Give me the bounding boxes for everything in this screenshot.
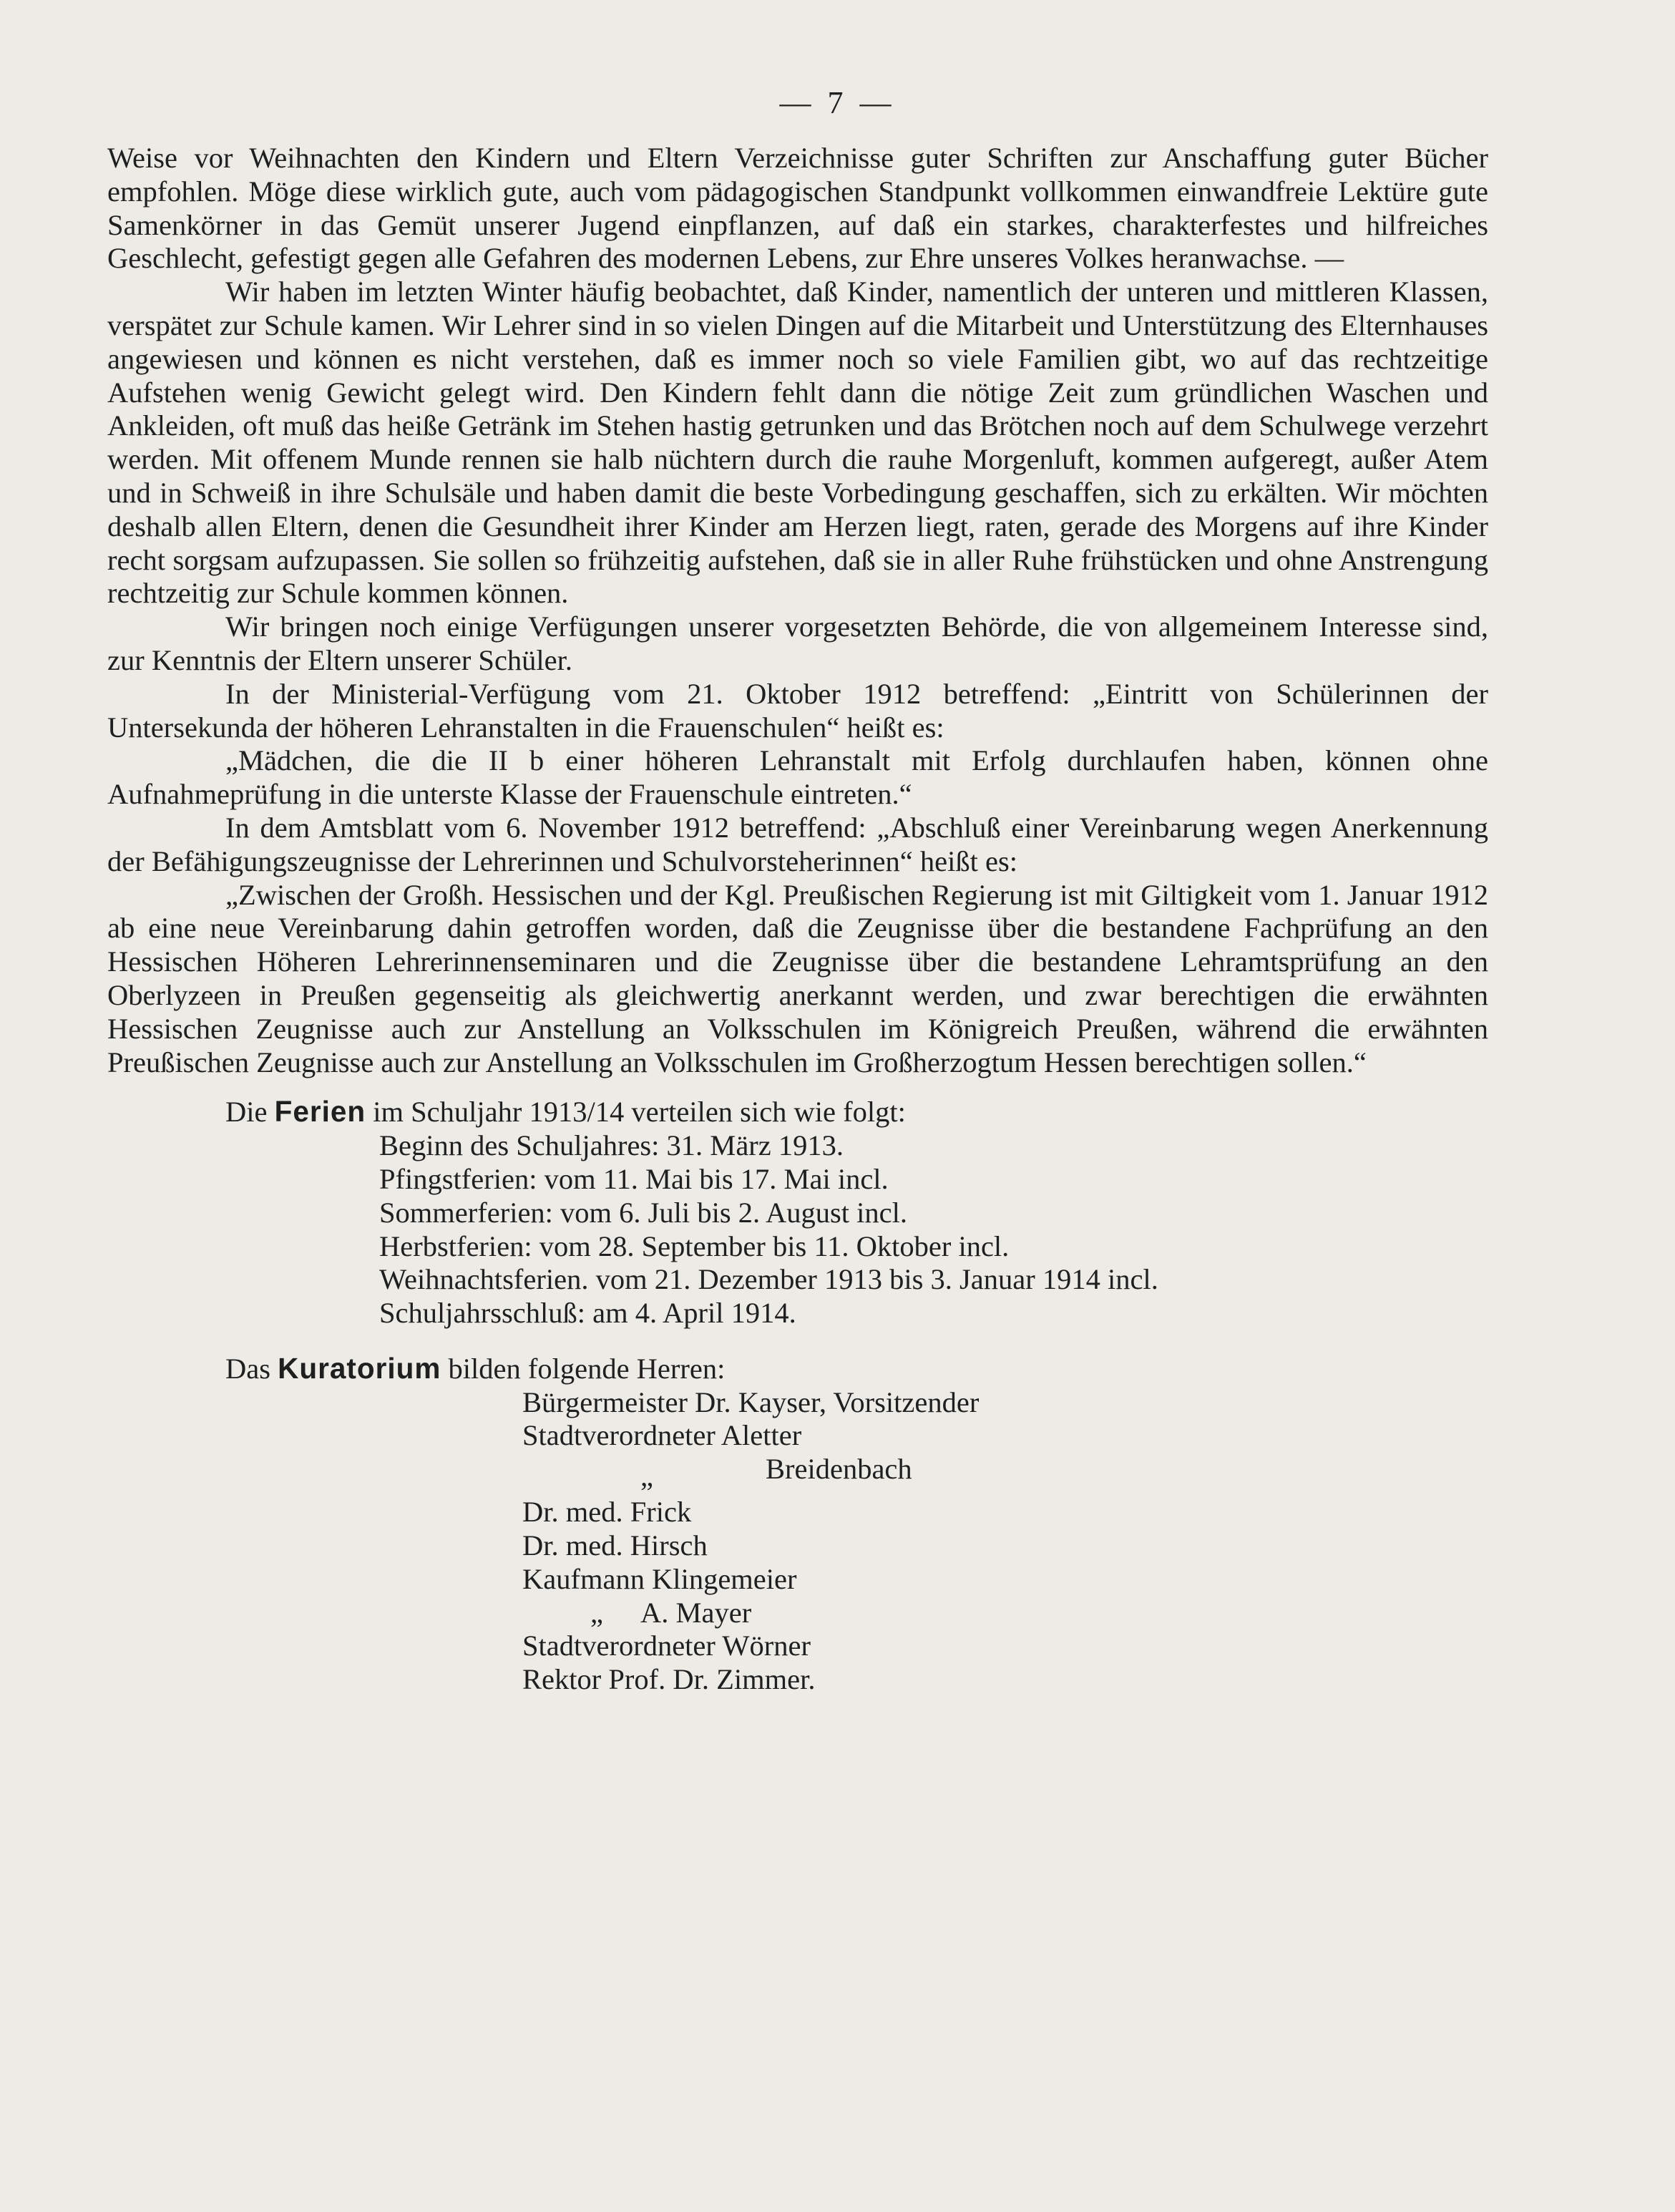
paragraph-decree-quote: „Mädchen, die die II b einer höheren Lehranstalt mit Erfolg durchlaufen haben, können ohne Aufnahmeprüfung in die unterste Klasse der Frauenschule eintreten.“ bbox=[107, 744, 1488, 811]
paragraph-agreement-quote: „Zwischen der Großh. Hessischen und der Kgl. Preußischen Regierung ist mit Giltigkeit vom 1. Januar 1912 ab eine neue Vereinbarung dahin getroffen worden, daß die Zeugnisse über die bestandene Fachprüfung an den Hessischen Höheren Lehrerinnenseminaren und die Zeugnisse über die bestandene Lehramtsprüfung an den Oberlyzeen in Preußen gegenseitig als gleichwertig anerkannt werden, und zwar berechtigen die erwähnten Hessischen Zeugnisse auch zur Anstellung an Volksschulen im Königreich Preußen, während die erwähnten Preußischen Zeugnisse auch zur Anstellung an Volksschulen im Großherzogtum Hessen berechtigen sollen.“ bbox=[107, 878, 1488, 1078]
ferien-item: Weihnachtsferien. vom 21. Dezember 1913 bis 3. Januar 1914 incl. bbox=[379, 1263, 1158, 1296]
ditto-mark: „ bbox=[640, 1460, 653, 1493]
kuratorium-member-name: A. Mayer bbox=[640, 1596, 752, 1629]
ferien-item: Beginn des Schuljahres: 31. März 1913. bbox=[379, 1129, 844, 1162]
ferien-intro-bold: Ferien bbox=[274, 1095, 366, 1129]
kuratorium-member-name: Breidenbach bbox=[766, 1453, 912, 1486]
paragraph-reading-list: Weise vor Weihnachten den Kindern und Eltern Verzeichnisse guter Schriften zur Anschaffung guter Bücher empfohlen. Möge diese wirklich gute, auch vom pädagogischen Standpunkt vollkommen einwandfreie Lektüre gute Samenkörner in das Gemüt unserer Jugend einpflanzen, auf daß ein starkes, charakterfestes und hilfreiches Geschlecht, gefestigt gegen alle Gefahren des modernen Lebens, zur Ehre unseres Volkes heranwachse. — bbox=[107, 142, 1488, 275]
ferien-list bbox=[379, 1129, 1488, 1330]
kuratorium-member: Stadtverordneter Aletter bbox=[522, 1419, 802, 1452]
kuratorium-member: Dr. med. Hirsch bbox=[522, 1529, 708, 1562]
kuratorium-member: Bürgermeister Dr. Kayser, Vorsitzender bbox=[522, 1385, 980, 1418]
ferien-intro-before: Die bbox=[225, 1096, 268, 1129]
page-body bbox=[107, 142, 1488, 1697]
paragraph-punctuality: Wir haben im letzten Winter häufig beobachtet, daß Kinder, namentlich der unteren und mittleren Klassen, verspätet zur Schule kamen. Wir Lehrer sind in so vielen Dingen auf die Mitarbeit und Unterstützung des Elternhauses angewiesen und können es nicht verstehen, daß es immer noch so viele Familien gibt, wo auf das rechtzeitige Aufstehen wenig Gewicht gelegt wird. Den Kindern fehlt dann die nötige Zeit zum gründlichen Waschen und Ankleiden, oft muß das heiße Getränk im Stehen hastig getrunken und das Brötchen noch auf dem Schulwege verzehrt werden. Mit offenem Munde rennen sie halb nüchtern durch die rauhe Morgenluft, kommen aufgeregt, außer Atem und in Schweiß in ihre Schulsäle und haben damit die beste Vorbedingung geschaffen, sich zu erkälten. Wir möchten deshalb allen Eltern, denen die Gesundheit ihrer Kinder am Herzen liegt, raten, gerade des Morgens auf ihre Kinder recht sorgsam aufzupassen. Sie sollen so frühzeitig aufstehen, daß sie in aller Ruhe frühstücken und ohne Anstrengung rechtzeitig zur Schule kommen können. bbox=[107, 276, 1488, 610]
kuratorium-member: Rektor Prof. Dr. Zimmer. bbox=[522, 1663, 816, 1696]
kuratorium-list bbox=[522, 1386, 1488, 1697]
kuratorium-member: Stadtverordneter Wörner bbox=[522, 1629, 811, 1662]
ferien-item: Herbstferien: vom 28. September bis 11. Oktober incl. bbox=[379, 1229, 1010, 1262]
kuratorium-member: Dr. med. Frick bbox=[522, 1496, 692, 1529]
kuratorium-member-ditto bbox=[522, 1453, 1488, 1496]
kuratorium-member: Kaufmann Klingemeier bbox=[522, 1562, 797, 1595]
ferien-intro-after: im Schuljahr 1913/14 verteilen sich wie folgt: bbox=[373, 1096, 906, 1129]
ferien-item: Sommerferien: vom 6. Juli bis 2. August incl. bbox=[379, 1196, 907, 1229]
ferien-item: Schuljahrsschluß: am 4. April 1914. bbox=[379, 1297, 796, 1330]
kuratorium-intro-before: Das bbox=[225, 1352, 270, 1385]
ferien-intro bbox=[107, 1095, 1488, 1129]
kuratorium-intro bbox=[107, 1352, 1488, 1386]
kuratorium-section bbox=[107, 1352, 1488, 1697]
ditto-mark: „ bbox=[590, 1596, 603, 1629]
paragraph-decrees-intro: Wir bringen noch einige Verfügungen unserer vorgesetzten Behörde, die von allgemeinem Interesse sind, zur Kenntnis der Eltern unserer Schüler. bbox=[107, 610, 1488, 676]
paragraph-ministerial-decree: In der Ministerial-Verfügung vom 21. Oktober 1912 betreffend: „Eintritt von Schülerinnen der Untersekunda der höheren Lehranstalten in die Frauenschulen“ heißt es: bbox=[107, 677, 1488, 744]
page-number: — 7 — bbox=[779, 85, 896, 120]
kuratorium-intro-bold: Kuratorium bbox=[278, 1351, 441, 1385]
ferien-item: Pfingstferien: vom 11. Mai bis 17. Mai incl. bbox=[379, 1162, 889, 1195]
kuratorium-member-ditto bbox=[522, 1597, 1488, 1630]
ferien-section bbox=[107, 1095, 1488, 1330]
kuratorium-intro-after: bilden folgende Herren: bbox=[448, 1352, 726, 1385]
paragraph-amtsblatt: In dem Amtsblatt vom 6. November 1912 betreffend: „Abschluß einer Vereinbarung wegen Anerkennung der Befähigungszeugnisse der Lehrerinnen und Schulvorsteherinnen“ heißt es: bbox=[107, 811, 1488, 877]
